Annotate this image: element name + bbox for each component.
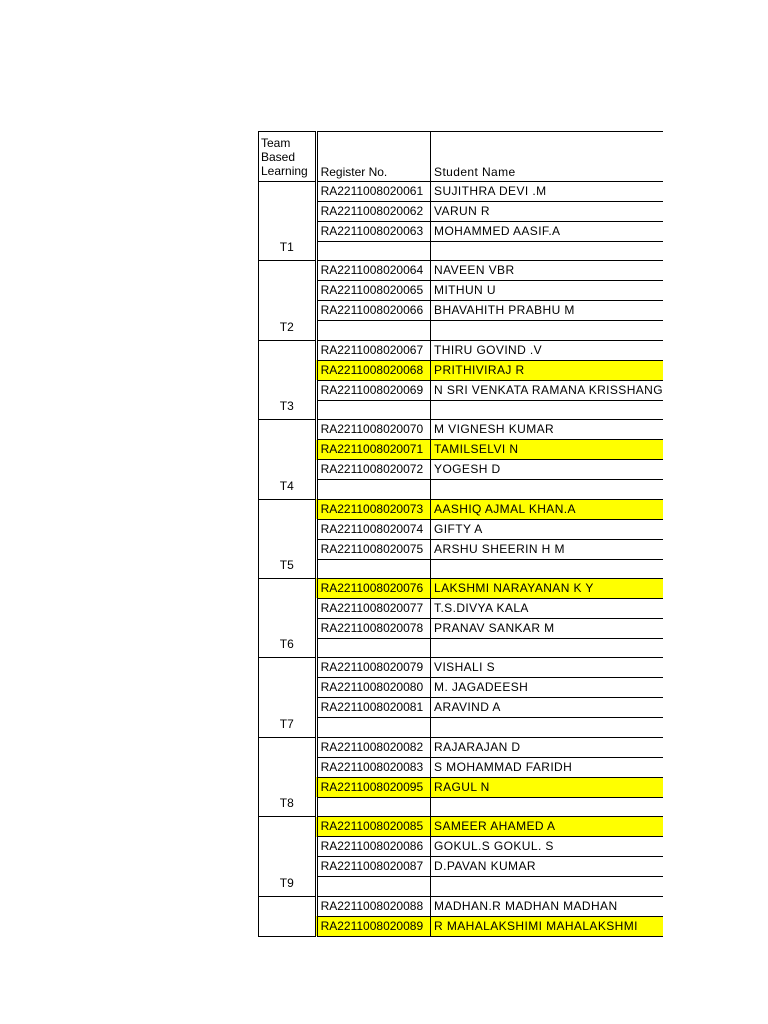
student-name-cell: PRANAV SANKAR M — [431, 618, 663, 638]
team-label: T3 — [259, 340, 317, 419]
blank-separator-row — [259, 480, 664, 499]
student-name-cell: N SRI VENKATA RAMANA KRISSHANG — [431, 380, 663, 400]
table-row — [259, 817, 664, 837]
blank-separator-row — [259, 321, 664, 340]
student-name-cell: VARUN R — [431, 202, 663, 222]
student-name-cell: TAMILSELVI N — [431, 440, 663, 460]
team-label: T6 — [259, 578, 317, 657]
table-row — [259, 777, 664, 797]
empty-cell — [316, 480, 430, 499]
register-no-cell: RA2211008020070 — [316, 420, 430, 440]
blank-separator-row — [259, 400, 664, 419]
student-name-cell: D.PAVAN KUMAR — [431, 857, 663, 877]
register-no-cell: RA2211008020073 — [316, 499, 430, 519]
team-label: T4 — [259, 420, 317, 499]
team-based-learning-header — [259, 132, 317, 182]
empty-cell — [431, 480, 663, 499]
table-row — [259, 440, 664, 460]
student-team-spreadsheet — [258, 131, 663, 933]
blank-separator-row — [259, 242, 664, 261]
register-no-cell: RA2211008020083 — [316, 757, 430, 777]
table-row — [259, 737, 664, 757]
table-row — [259, 837, 664, 857]
register-no-cell: RA2211008020078 — [316, 618, 430, 638]
header-line-1: Team — [261, 135, 291, 150]
register-no-cell: RA2211008020095 — [316, 777, 430, 797]
table-row — [259, 678, 664, 698]
register-no-header: Register No. — [316, 132, 430, 182]
register-no-cell: RA2211008020064 — [316, 261, 430, 281]
student-name-cell: LAKSHMI NARAYANAN K Y — [431, 578, 663, 598]
student-name-cell: S MOHAMMAD FARIDH — [431, 757, 663, 777]
student-name-cell: THIRU GOVIND .V — [431, 340, 663, 360]
empty-cell — [316, 559, 430, 578]
table-row — [259, 360, 664, 380]
student-name-cell: ARSHU SHEERIN H M — [431, 539, 663, 559]
empty-cell — [316, 321, 430, 340]
empty-cell — [431, 718, 663, 737]
register-no-cell: RA2211008020076 — [316, 578, 430, 598]
blank-separator-row — [259, 638, 664, 657]
student-name-cell: M VIGNESH KUMAR — [431, 420, 663, 440]
empty-cell — [431, 242, 663, 261]
student-name-cell: SUJITHRA DEVI .M — [431, 182, 663, 202]
table-row — [259, 757, 664, 777]
table-row — [259, 182, 664, 202]
student-name-cell: MITHUN U — [431, 281, 663, 301]
register-no-cell: RA2211008020082 — [316, 737, 430, 757]
table-row — [259, 857, 664, 877]
team-table — [258, 131, 663, 937]
student-name-header: Student Name — [431, 132, 663, 182]
register-no-cell: RA2211008020081 — [316, 698, 430, 718]
table-row — [259, 539, 664, 559]
register-no-cell: RA2211008020072 — [316, 460, 430, 480]
team-label: T5 — [259, 499, 317, 578]
table-row — [259, 658, 664, 678]
table-row — [259, 301, 664, 321]
table-row — [259, 916, 664, 936]
table-row — [259, 460, 664, 480]
table-row — [259, 261, 664, 281]
table-row — [259, 380, 664, 400]
empty-cell — [431, 797, 663, 816]
register-no-cell: RA2211008020071 — [316, 440, 430, 460]
student-name-cell: VISHALI S — [431, 658, 663, 678]
header-row — [259, 132, 664, 182]
register-no-cell: RA2211008020085 — [316, 817, 430, 837]
empty-cell — [431, 400, 663, 419]
empty-cell — [316, 718, 430, 737]
register-no-cell: RA2211008020088 — [316, 896, 430, 916]
register-no-cell: RA2211008020066 — [316, 301, 430, 321]
table-row — [259, 420, 664, 440]
empty-cell — [316, 242, 430, 261]
header-line-2: Based — [261, 149, 296, 164]
table-row — [259, 499, 664, 519]
register-no-cell: RA2211008020062 — [316, 202, 430, 222]
table-row — [259, 281, 664, 301]
empty-cell — [316, 797, 430, 816]
empty-cell — [431, 877, 663, 896]
student-name-cell: R MAHALAKSHIMI MAHALAKSHMI — [431, 916, 663, 936]
header-line-3: Learning — [261, 163, 308, 178]
register-no-cell: RA2211008020079 — [316, 658, 430, 678]
empty-cell — [316, 638, 430, 657]
empty-cell — [431, 559, 663, 578]
table-row — [259, 202, 664, 222]
table-row — [259, 896, 664, 916]
team-label: T7 — [259, 658, 317, 737]
table-row — [259, 340, 664, 360]
student-name-cell: M. JAGADEESH — [431, 678, 663, 698]
student-name-cell: NAVEEN VBR — [431, 261, 663, 281]
team-label: T2 — [259, 261, 317, 340]
register-no-cell: RA2211008020063 — [316, 222, 430, 242]
register-no-cell: RA2211008020087 — [316, 857, 430, 877]
register-no-cell: RA2211008020089 — [316, 916, 430, 936]
student-name-cell: ARAVIND A — [431, 698, 663, 718]
register-no-cell: RA2211008020077 — [316, 598, 430, 618]
table-row — [259, 222, 664, 242]
student-name-cell: MADHAN.R MADHAN MADHAN — [431, 896, 663, 916]
student-name-cell: YOGESH D — [431, 460, 663, 480]
student-name-cell: RAJARAJAN D — [431, 737, 663, 757]
student-name-cell: MOHAMMED AASIF.A — [431, 222, 663, 242]
register-no-cell: RA2211008020069 — [316, 380, 430, 400]
student-name-cell: AASHIQ AJMAL KHAN.A — [431, 499, 663, 519]
empty-cell — [316, 400, 430, 419]
blank-separator-row — [259, 559, 664, 578]
empty-cell — [431, 638, 663, 657]
blank-separator-row — [259, 797, 664, 816]
table-row — [259, 618, 664, 638]
blank-separator-row — [259, 877, 664, 896]
team-label: T8 — [259, 737, 317, 816]
table-row — [259, 698, 664, 718]
blank-separator-row — [259, 718, 664, 737]
student-name-cell: GOKUL.S GOKUL. S — [431, 837, 663, 857]
table-row — [259, 578, 664, 598]
student-name-cell: BHAVAHITH PRABHU M — [431, 301, 663, 321]
empty-cell — [431, 321, 663, 340]
table-row — [259, 519, 664, 539]
register-no-cell: RA2211008020086 — [316, 837, 430, 857]
register-no-cell: RA2211008020080 — [316, 678, 430, 698]
team-label: T9 — [259, 817, 317, 896]
student-name-cell: RAGUL N — [431, 777, 663, 797]
empty-cell — [316, 877, 430, 896]
student-name-cell: SAMEER AHAMED A — [431, 817, 663, 837]
team-label: T1 — [259, 182, 317, 261]
register-no-cell: RA2211008020068 — [316, 360, 430, 380]
student-name-cell: T.S.DIVYA KALA — [431, 598, 663, 618]
register-no-cell: RA2211008020065 — [316, 281, 430, 301]
register-no-cell: RA2211008020074 — [316, 519, 430, 539]
register-no-cell: RA2211008020067 — [316, 340, 430, 360]
table-row — [259, 598, 664, 618]
student-name-cell: PRITHIVIRAJ R — [431, 360, 663, 380]
student-name-cell: GIFTY A — [431, 519, 663, 539]
register-no-cell: RA2211008020061 — [316, 182, 430, 202]
team-label — [259, 896, 317, 936]
register-no-cell: RA2211008020075 — [316, 539, 430, 559]
